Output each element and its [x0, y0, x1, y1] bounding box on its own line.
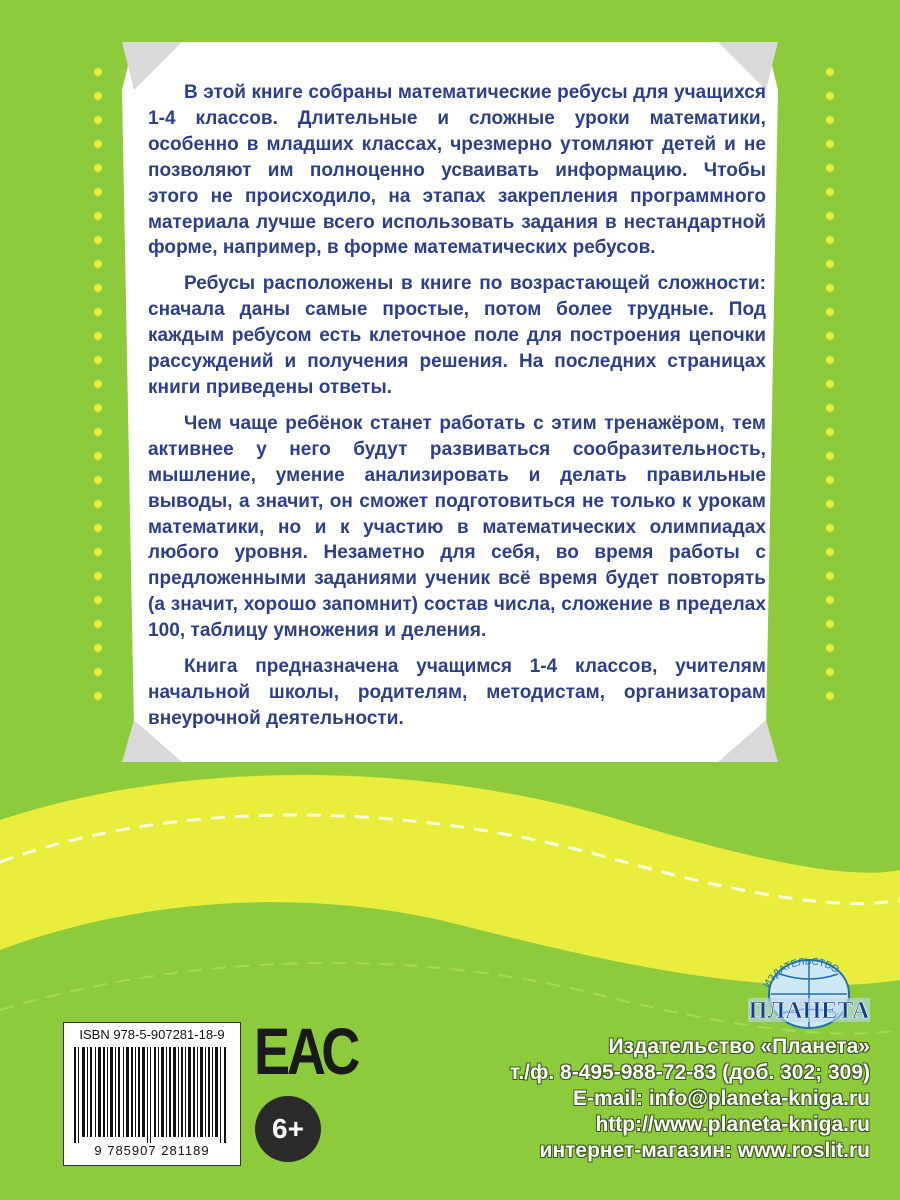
description-paragraph: Чем чаще ребёнок станет работать с этим тренажёром, тем активнее у него будут развиваться сообразительность, мышление, умение анализировать и делать правильные выводы, а значит, он сможет подготовиться не только к урокам математики, но и к участию в математических олимпиадах любого уровня. Незаметно для себя, во время работы с предложенными заданиями ученик всё время будет повторять (а значит, хорошо запомнит) состав числа, сложение в пределах 100, таблицу умножения и деления. [148, 412, 766, 642]
publisher-email[interactable]: E-mail: info@planeta-kniga.ru [572, 1087, 870, 1110]
online-shop[interactable]: интернет-магазин: www.roslit.ru [539, 1139, 870, 1162]
eac-mark: ЕАС [254, 1014, 358, 1088]
description-paragraph: Ребусы расположены в книге по возрастающей сложности: сначала даны самые простые, потом более трудные. Под каждым ребусом есть клеточное поле для построения цепочки рассуждений и получения решения. На последних страницах книги приведены ответы. [148, 273, 766, 398]
publisher-contacts [510, 1034, 870, 1164]
age-rating-badge: 6+ [255, 1096, 321, 1162]
description-paragraph: В этой книге собраны математические ребусы для учащихся 1-4 классов. Длительные и сложные уроки математики, особенно в младших классах, чрезмерно утомляют детей и не позволяют им полноценно усваивать информацию. Чтобы этого не происходило, на этапах закрепления программного материала лучше всего использовать задания в нестандартной форме, например, в форме математических ребусов. [148, 82, 766, 259]
publisher-phone: т./ф. 8-495-988-72-83 (доб. 302; 309) [509, 1061, 870, 1084]
logo-arc-text: ИЗДАТЕЛЬСТВО [761, 956, 841, 990]
left-dot-line [88, 0, 108, 780]
publisher-website[interactable]: http://www.planeta-kniga.ru [595, 1113, 870, 1136]
isbn-barcode-box [63, 1022, 241, 1166]
publisher-name: Издательство «Планета» [608, 1035, 870, 1058]
description-paragraph: Книга предназначена учащимся 1-4 классов, учителям начальной школы, родителям, методистам, организаторам внеурочной деятельности. [148, 656, 766, 729]
isbn-label: ISBN 978-5-907281-18-9 [79, 1027, 225, 1042]
logo-name: ПЛАНЕТА [748, 998, 870, 1024]
description-text [148, 80, 766, 742]
barcode-number: 9 785907 281189 [94, 1143, 210, 1158]
right-dot-line [820, 0, 840, 780]
barcode-icon [72, 1047, 232, 1143]
publisher-logo [744, 948, 874, 1032]
